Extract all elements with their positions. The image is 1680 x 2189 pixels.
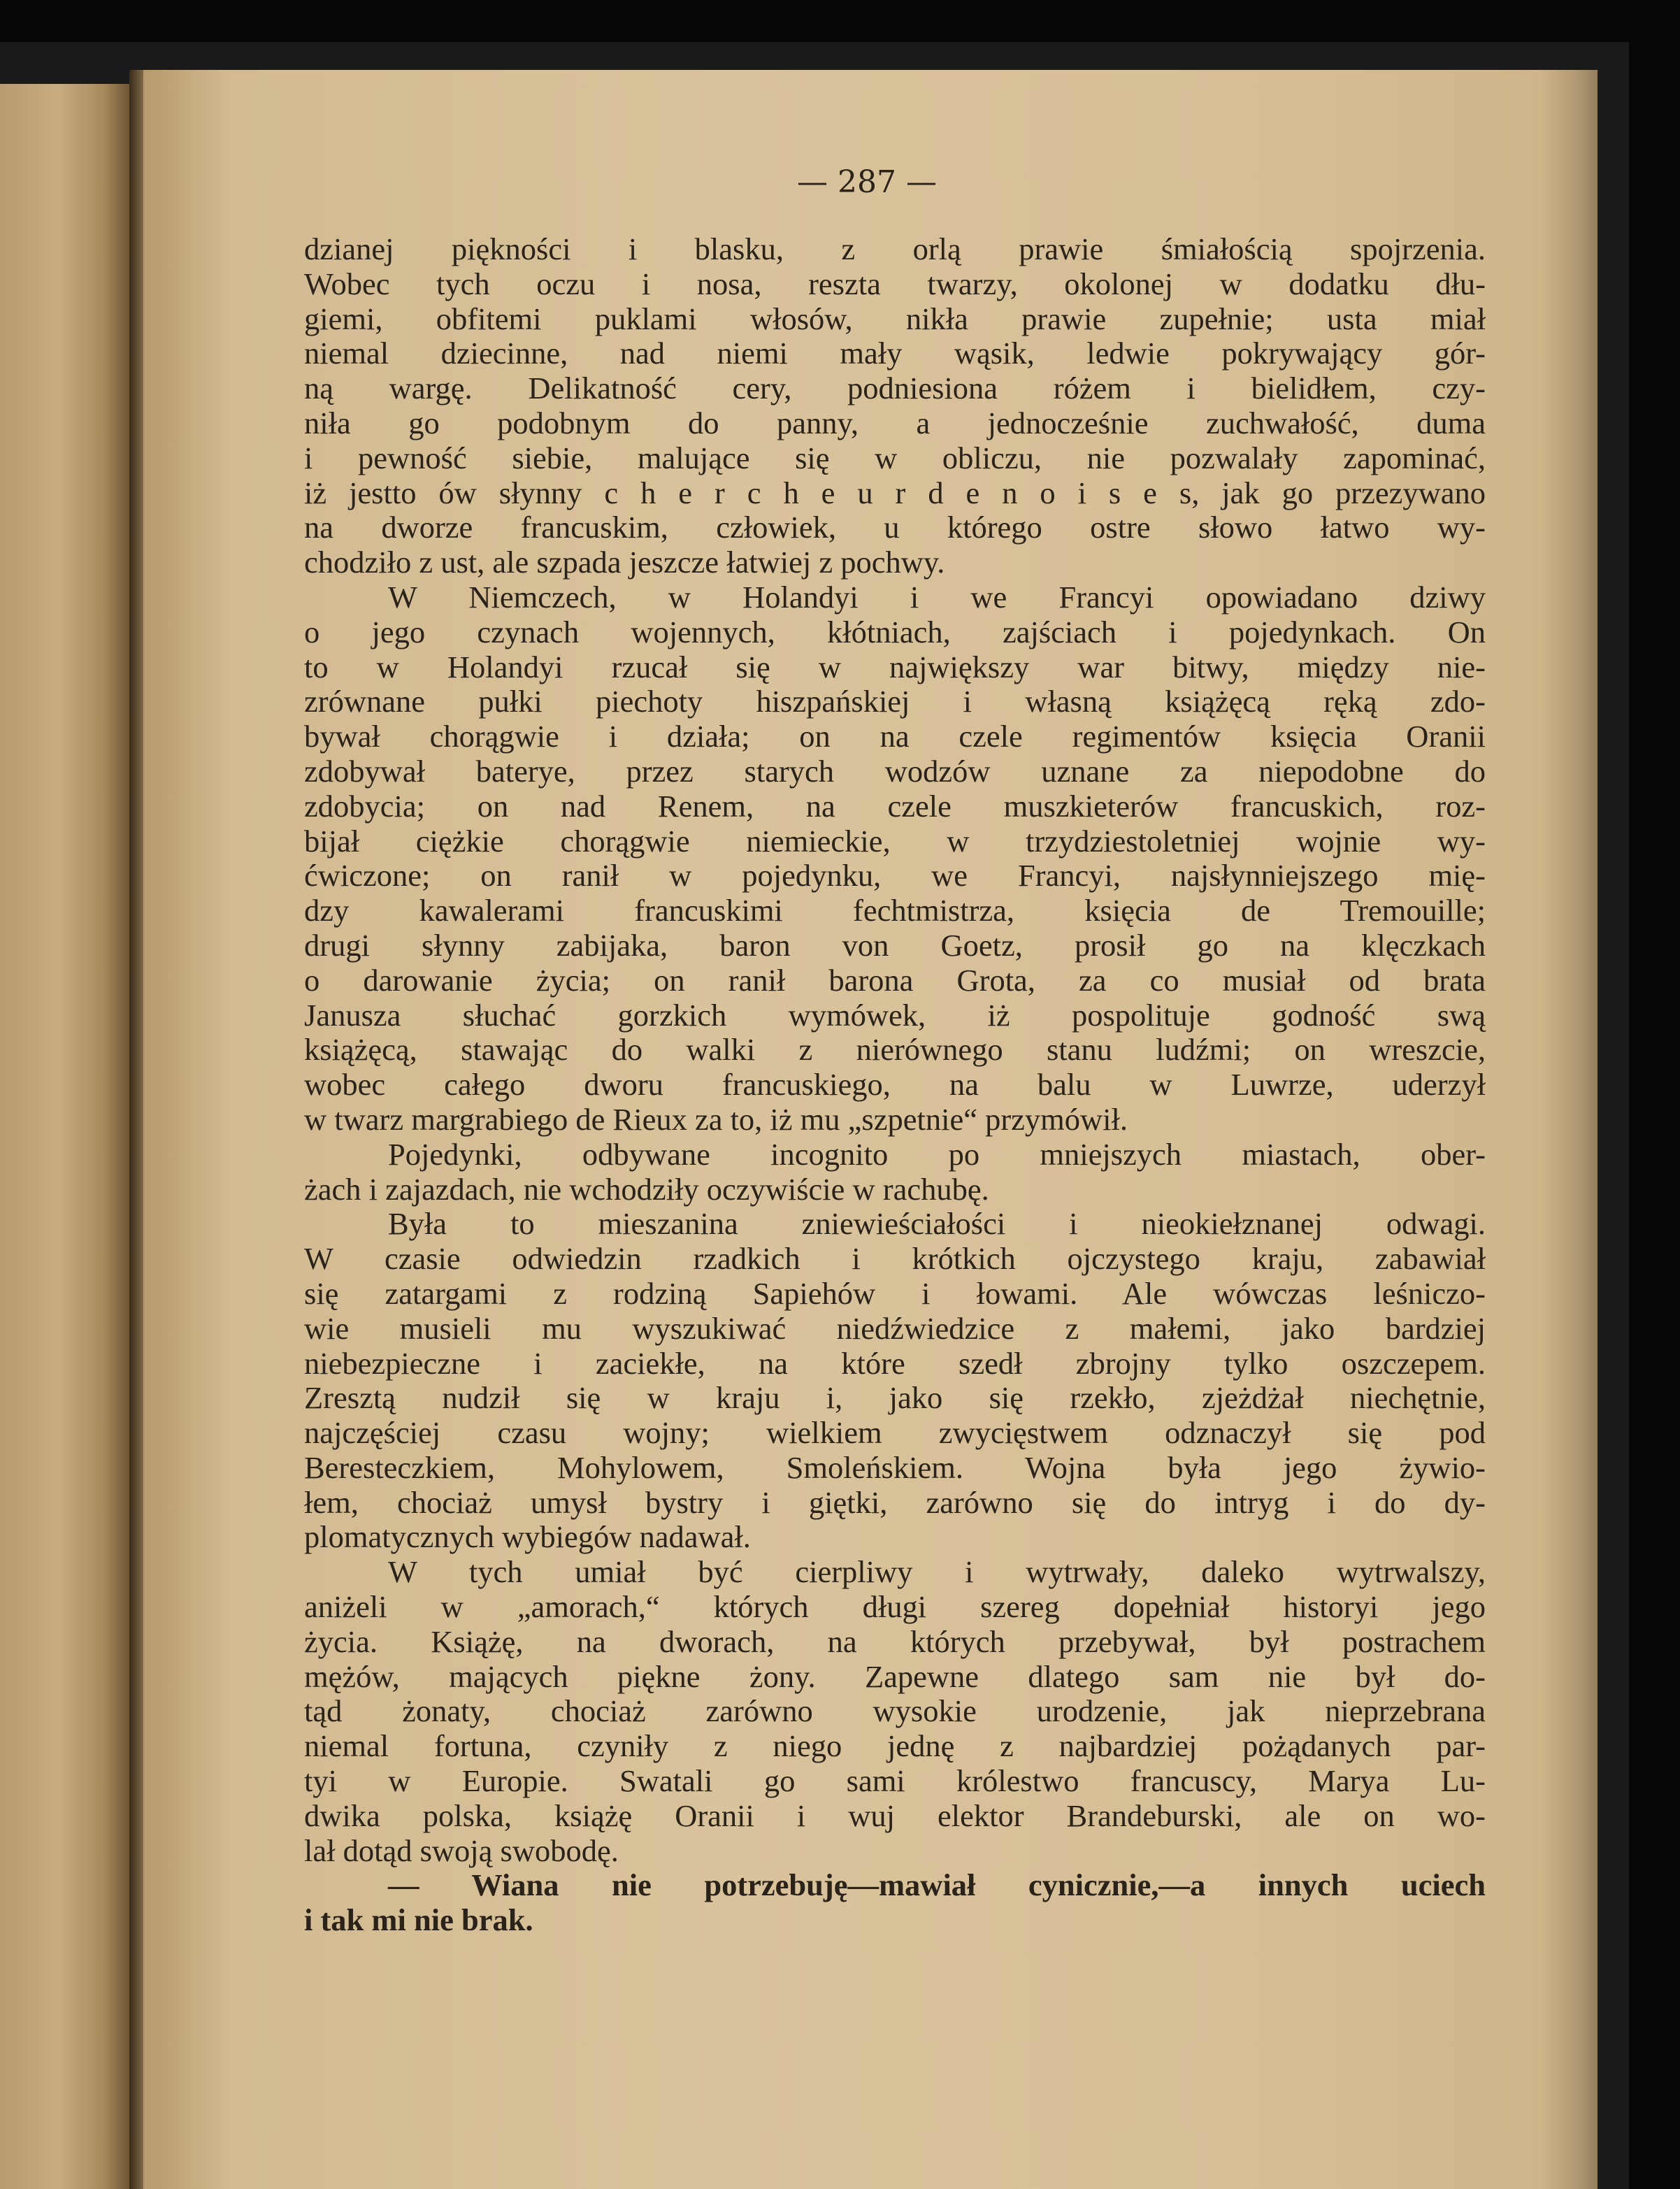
text-line: dwika polska, książę Oranii i wuj elektor Brandeburski, ale on wo- xyxy=(304,1797,1486,1833)
text-line: życia. Książę, na dworach, na których przebywał, był postrachem xyxy=(304,1623,1486,1659)
text-line: wobec całego dworu francuskiego, na balu w Luwrze, uderzył xyxy=(304,1067,1486,1103)
text-line: giemi, obfitemi puklami włosów, nikła prawie zupełnie; usta miał xyxy=(304,301,1486,336)
text-line: bijał ciężkie chorągwie niemieckie, w trzydziestoletniej wojnie wy- xyxy=(304,823,1486,859)
text-line: niemal fortuna, czyniły z niego jednę z najbardziej pożądanych par- xyxy=(304,1728,1486,1764)
text-line: Pojedynki, odbywane incognito po mniejszych miastach, ober- xyxy=(388,1136,1486,1172)
text-line: ną wargę. Delikatność cery, podniesiona różem i bielidłem, czy- xyxy=(304,371,1486,406)
text-line: niebezpieczne i zaciekłe, na które szedł zbrojny tylko oszczepem. xyxy=(304,1345,1486,1381)
text-line: niła go podobnym do panny, a jednocześnie zuchwałość, duma xyxy=(304,405,1486,440)
text-line: najczęściej czasu wojny; wielkiem zwycięstwem odznaczył się pod xyxy=(304,1415,1486,1451)
text-line: aniżeli w „amorach,“ których długi szereg dopełniał historyi jego xyxy=(304,1589,1486,1625)
text-line: o darowanie życia; on ranił barona Grota, za co musiał od brata xyxy=(304,962,1486,998)
body-text xyxy=(304,232,1486,1938)
text-line: wie musieli mu wyszukiwać niedźwiedzice z małemi, jako bardziej xyxy=(304,1310,1486,1346)
left-page-edge-strip xyxy=(0,84,129,2189)
text-line: chodziło z ust, ale szpada jeszcze łatwiej z pochwy. xyxy=(304,545,945,580)
text-line: Janusza słuchać gorzkich wymówek, iż pospolituje godność swą xyxy=(304,997,1486,1033)
page-edge-shadow xyxy=(1538,70,1598,2189)
text-line: o jego czynach wojennych, kłótniach, zajściach i pojedynkach. On xyxy=(304,614,1486,649)
text-line: — Wiana nie potrzebuję—mawiał cynicznie,—a innych uciech xyxy=(388,1867,1486,1903)
text-line: tąd żonaty, chociaż zarówno wysokie urodzenie, jak nieprzebrana xyxy=(304,1693,1486,1729)
text-line: na dworze francuskim, człowiek, u którego ostre słowo łatwo wy- xyxy=(304,510,1486,545)
text-line: lał dotąd swoją swobodę. xyxy=(304,1832,619,1868)
text-line: książęcą, stawając do walki z nierównego stanu ludźmi; on wreszcie, xyxy=(304,1032,1486,1068)
text-line: zdobywał baterye, przez starych wodzów uznane za niepodobne do xyxy=(304,753,1486,789)
text-line: i tak mi nie brak. xyxy=(304,1902,533,1938)
text-line: się zatargami z rodziną Sapiehów i łowami. Ale wówczas leśniczo- xyxy=(304,1275,1486,1311)
text-line: w twarz margrabiego de Rieux za to, iż mu „szpetnie“ przymówił. xyxy=(304,1101,1128,1137)
text-line: plomatycznych wybiegów nadawał. xyxy=(304,1519,751,1555)
text-line: drugi słynny zabijaka, baron von Goetz, prosił go na klęczkach xyxy=(304,927,1486,963)
page-number: — 287 — xyxy=(797,164,937,200)
text-line: W tych umiał być cierpliwy i wytrwały, daleko wytrwalszy, xyxy=(388,1554,1486,1590)
text-line: Wobec tych oczu i nosa, reszta twarzy, okolonej w dodatku dłu- xyxy=(304,266,1486,301)
text-line: łem, chociaż umysł bystry i giętki, zarówno się do intryg i do dy- xyxy=(304,1484,1486,1520)
text-line: Była to mieszanina zniewieściałości i nieokiełznanej odwagi. xyxy=(388,1206,1486,1242)
text-line: to w Holandyi rzucał się w największy war bitwy, między nie- xyxy=(304,649,1486,684)
text-line: Beresteczkiem, Mohylowem, Smoleńskiem. Wojna była jego żywio- xyxy=(304,1449,1486,1485)
text-line: bywał chorągwie i działa; on na czele regimentów księcia Oranii xyxy=(304,719,1486,754)
text-line: dzy kawalerami francuskimi fechtmistrza, księcia de Tremouille; xyxy=(304,893,1486,928)
text-line: żach i zajazdach, nie wchodziły oczywiście w rachubę. xyxy=(304,1171,989,1207)
text-line: mężów, mających piękne żony. Zapewne dlatego sam nie był do- xyxy=(304,1658,1486,1694)
text-line: i pewność siebie, malujące się w obliczu, nie pozwalały zapominać, xyxy=(304,440,1486,475)
text-line: tyi w Europie. Swatali go sami królestwo francuscy, Marya Lu- xyxy=(304,1763,1486,1799)
text-line: W Niemczech, w Holandyi i we Francyi opowiadano dziwy xyxy=(388,579,1486,615)
text-line: W czasie odwiedzin rzadkich i krótkich ojczystego kraju, zabawiał xyxy=(304,1241,1486,1277)
text-line: iż jestto ów słynny c h e r c h e u r d e n o i s e s, jak go przezywano xyxy=(304,475,1486,510)
text-line: ćwiczone; on ranił w pojedynku, we Francyi, najsłynniejszego mię- xyxy=(304,858,1486,893)
text-line: niemal dziecinne, nad niemi mały wąsik, ledwie pokrywający gór- xyxy=(304,336,1486,371)
text-line: zdobycia; on nad Renem, na czele muszkieterów francuskich, roz- xyxy=(304,788,1486,824)
text-line: Zresztą nudził się w kraju i, jako się rzekło, zjeżdżał niechętnie, xyxy=(304,1380,1486,1416)
text-line: zrównane pułki piechoty hiszpańskiej i własną książęcą ręką zdo- xyxy=(304,684,1486,719)
text-line: dzianej piękności i blasku, z orlą prawie śmiałością spojrzenia. xyxy=(304,231,1486,266)
